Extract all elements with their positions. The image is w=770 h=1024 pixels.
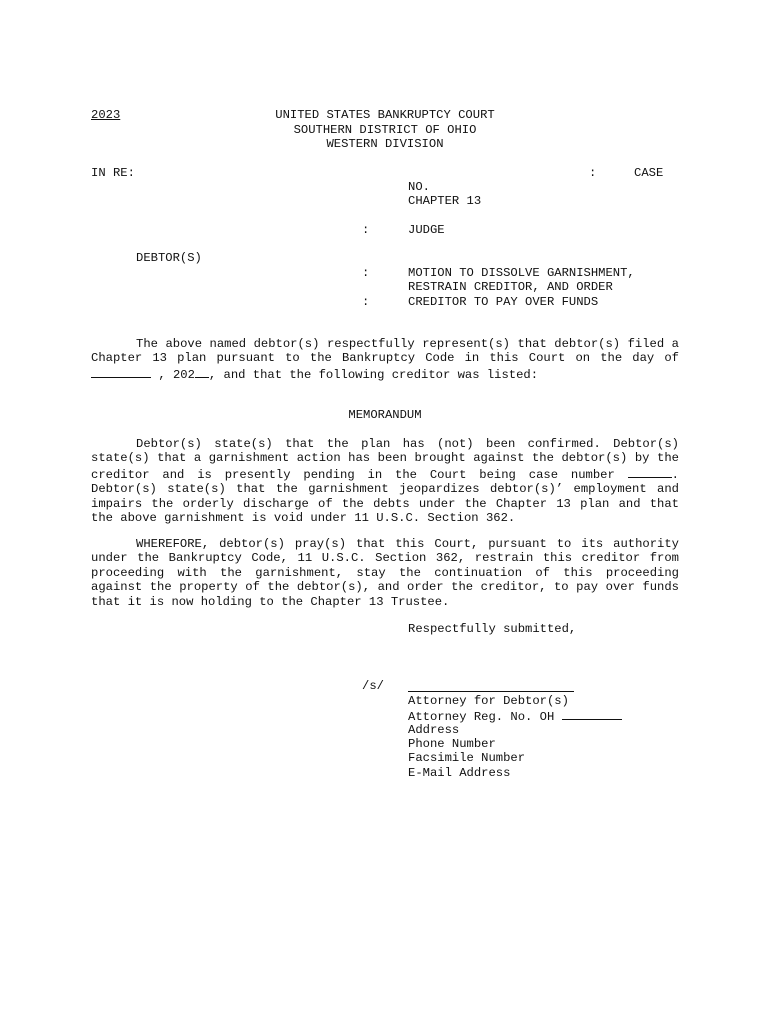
reg-number-label: Attorney Reg. No. OH [408, 710, 555, 724]
intro-text-end: , and that the following creditor was listed: [208, 367, 539, 382]
court-name: UNITED STATES BANKRUPTCY COURT [275, 108, 495, 122]
court-division: WESTERN DIVISION [326, 137, 444, 151]
wherefore-text: WHEREFORE, debtor(s) pray(s) that this Court, pursuant to its authority under the Bankruptcy Code, 11 U.S.C. Section 362, restrain this creditor from proceeding with the garnishment, stay the continuation of this proceeding against the property of the debtor(s), and order the creditor, to pay over funds that it is now holding to the Chapter 13 Trustee. [91, 537, 679, 609]
chapter-label: CHAPTER 13 [408, 194, 482, 208]
case-number-label: NO. [408, 180, 430, 194]
memorandum-title: MEMORANDUM [348, 408, 422, 422]
memorandum-text: . Debtor(s) state(s) that the garnishment jeopardizes debtor(s)’ employment and impairs the orderly discharge of the debts under the Chapter 13 plan and that the above garnishment is void under 11 U.S.C. Section 362. [91, 467, 679, 526]
attorney-label: Attorney for Debtor(s) [408, 694, 569, 708]
reg-number-line [408, 708, 622, 724]
motion-title-line: MOTION TO DISSOLVE GARNISHMENT, [408, 266, 635, 280]
wherefore-paragraph [91, 537, 679, 609]
signature-mark: /s/ [362, 679, 384, 693]
intro-year-prefix: , 202 [158, 367, 195, 382]
year-label: 2023 [91, 108, 121, 122]
closing: Respectfully submitted, [408, 622, 577, 636]
in-re-label: IN RE: [91, 166, 135, 180]
address-label: Address [408, 723, 460, 737]
year-blank[interactable] [195, 366, 209, 378]
day-blank[interactable] [91, 366, 151, 378]
case-label: CASE [634, 166, 664, 180]
intro-text: The above named debtor(s) respectfully represent(s) that debtor(s) filed a Chapter 13 plan pursuant to the Bankruptcy Code in this Court on the day of [91, 337, 679, 366]
email-label: E-Mail Address [408, 766, 511, 780]
reg-number-blank[interactable] [562, 708, 622, 720]
motion-title-line: RESTRAIN CREDITOR, AND ORDER [408, 280, 613, 294]
motion-title-line: CREDITOR TO PAY OVER FUNDS [408, 295, 599, 309]
phone-label: Phone Number [408, 737, 496, 751]
fax-label: Facsimile Number [408, 751, 526, 765]
memorandum-text: Debtor(s) state(s) that the plan has (not) been confirmed. Debtor(s) state(s) that a garnishment action has been brought against the debtor(s) by the creditor and is presently pending in the Court being case number [91, 437, 679, 482]
caption-colon: : [362, 223, 370, 237]
case-number-blank[interactable] [628, 466, 672, 478]
intro-paragraph [91, 337, 679, 382]
caption-colon: : [589, 166, 597, 180]
debtors-label: DEBTOR(S) [136, 251, 202, 265]
caption-colon: : [362, 295, 370, 309]
caption-colon: : [362, 266, 370, 280]
court-district: SOUTHERN DISTRICT OF OHIO [293, 123, 477, 137]
memorandum-paragraph-1 [91, 437, 679, 525]
judge-label: JUDGE [408, 223, 445, 237]
